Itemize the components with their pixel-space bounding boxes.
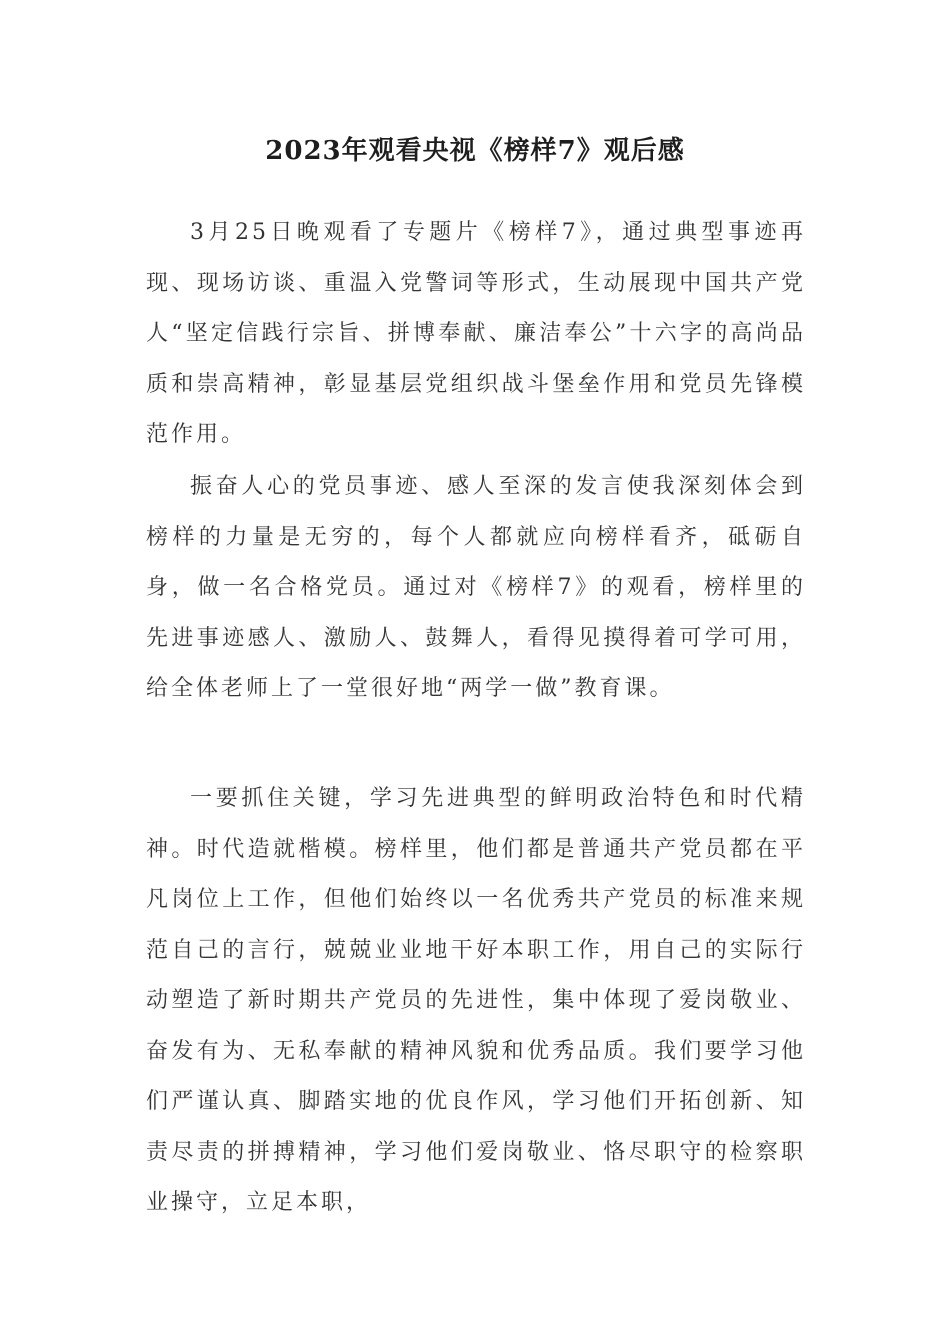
paragraph-2: 振奋人心的党员事迹、感人至深的发言使我深刻体会到榜样的力量是无穷的，每个人都就应向榜样看齐，砥砺自身，做一名合格党员。通过对《榜样7》的观看，榜样里的先进事迹感人、激励人、鼓舞人，看得见摸得着可学可用，给全体老师上了一堂很好地“两学一做”教育课。 — [146, 474, 806, 701]
paragraph-1: 3月25日晚观看了专题片《榜样7》，通过典型事迹再现、现场访谈、重温入党警词等形式，生动展现中国共产党人“坚定信践行宗旨、拼博奉献、廉洁奉公”十六字的高尚品质和崇高精神，彰显基层党组织战斗堡垒作用和党员先锋模范作用。 — [146, 220, 806, 447]
document-title: 2023年观看央视《榜样7》观后感 — [265, 136, 685, 166]
paragraph-3: 一要抓住关键，学习先进典型的鲜明政治特色和时代精神。时代造就楷模。榜样里，他们都是普通共产党员都在平凡岗位上工作，但他们始终以一名优秀共产党员的标准来规范自己的言行，兢兢业业地干好本职工作，用自己的实际行动塑造了新时期共产党员的先进性，集中体现了爱岗敬业、奋发有为、无私奉献的精神风貌和优秀品质。我们要学习他们严谨认真、脚踏实地的优良作风，学习他们开拓创新、知责尽责的拼搏精神，学习他们爱岗敬业、恪尽职守的检察职业操守，立足本职， — [146, 786, 806, 1215]
